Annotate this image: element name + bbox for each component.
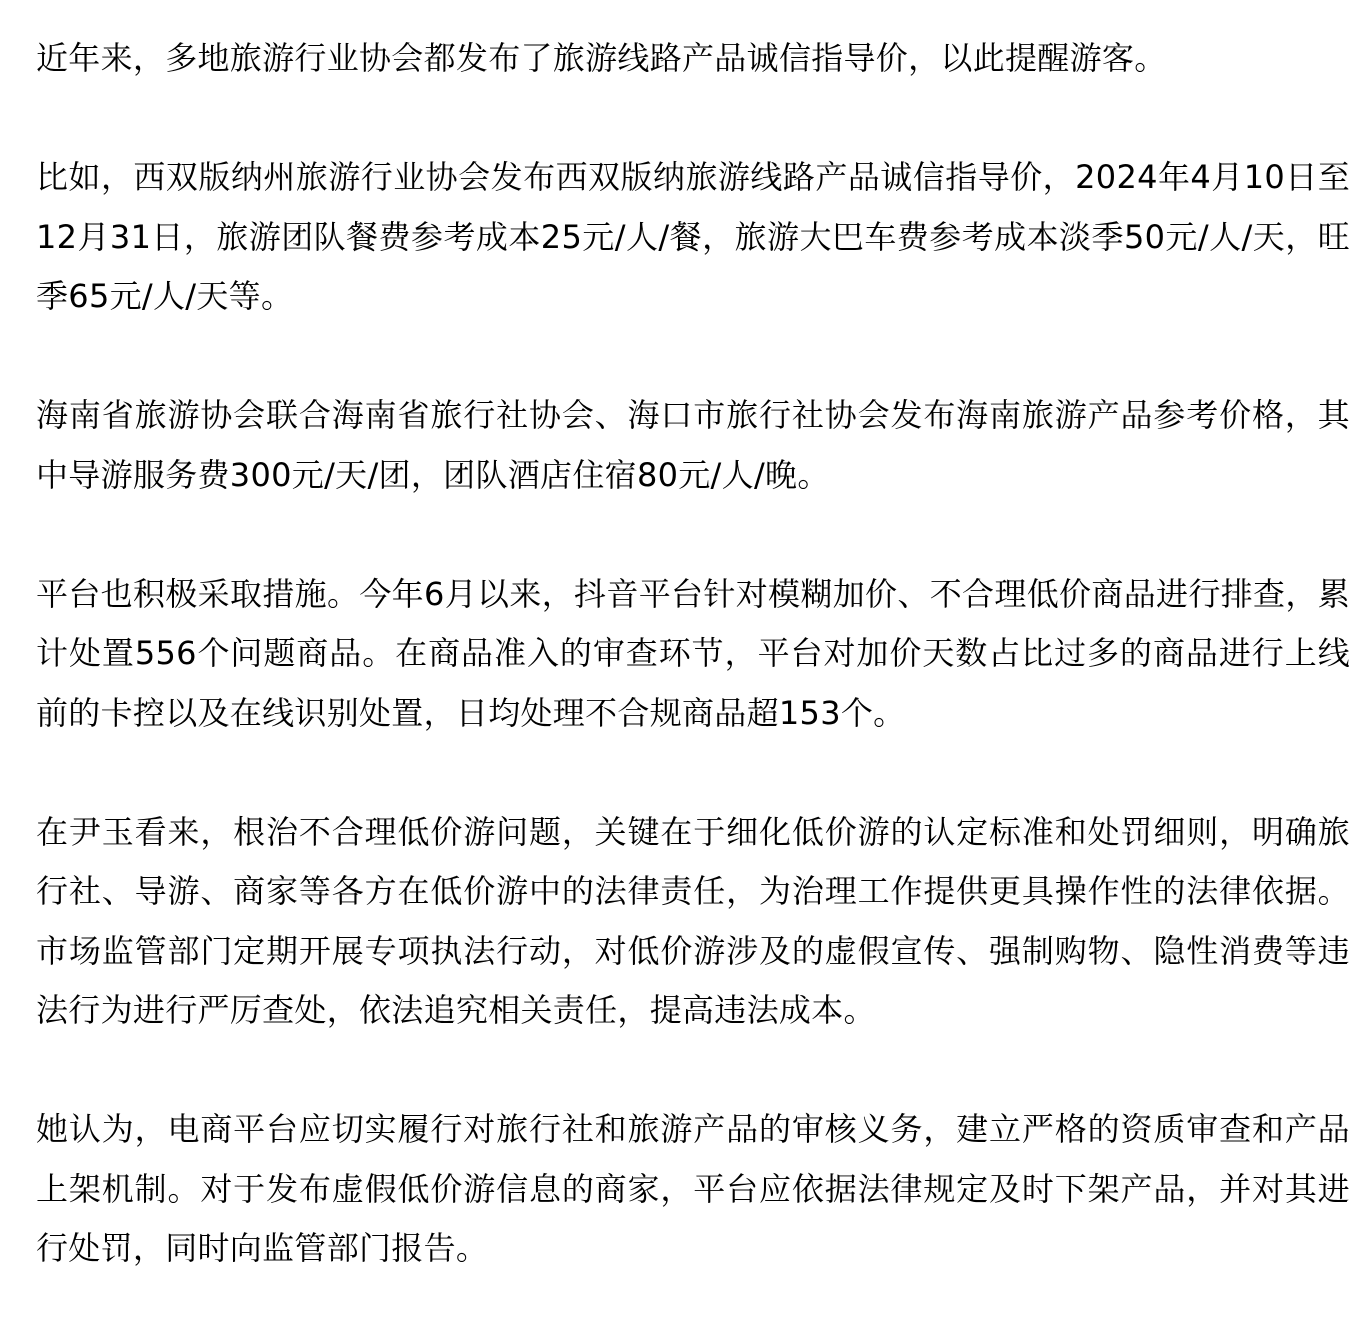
paragraph-hainan-prices: 海南省旅游协会联合海南省旅行社协会、海口市旅行社协会发布海南旅游产品参考价格，其中导游服务费300元/天/团，团队酒店住宿80元/人/晚。	[36, 396, 1350, 494]
paragraph-platform-measures: 平台也积极采取措施。今年6月以来，抖音平台针对模糊加价、不合理低价商品进行排查，累计处置556个问题商品。在商品准入的审查环节，平台对加价天数占比过多的商品进行上线前的卡控以及在线识别处置，日均处理不合规商品超153个。	[36, 574, 1350, 732]
paragraph-intro: 近年来，多地旅游行业协会都发布了旅游线路产品诚信指导价，以此提醒游客。	[36, 39, 1167, 77]
paragraph-xishuangbanna-prices: 比如，西双版纳州旅游行业协会发布西双版纳旅游线路产品诚信指导价，2024年4月10日至12月31日，旅游团队餐费参考成本25元/人/餐，旅游大巴车费参考成本淡季50元/人/天，旺季65元/人/天等。	[36, 158, 1350, 315]
paragraph-ecommerce-duty: 她认为，电商平台应切实履行对旅行社和旅游产品的审核义务，建立严格的资质审查和产品上架机制。对于发布虚假低价游信息的商家，平台应依据法律规定及时下架产品，并对其进行处罚，同时向监管部门报告。	[36, 1110, 1350, 1267]
paragraph-expert-view: 在尹玉看来，根治不合理低价游问题，关键在于细化低价游的认定标准和处罚细则，明确旅行社、导游、商家等各方在低价游中的法律责任，为治理工作提供更具操作性的法律依据。市场监管部门定期开展专项执法行动，对低价游涉及的虚假宣传、强制购物、隐性消费等违法行为进行严厉查处，依法追究相关责任，提高违法成本。	[36, 812, 1350, 1029]
